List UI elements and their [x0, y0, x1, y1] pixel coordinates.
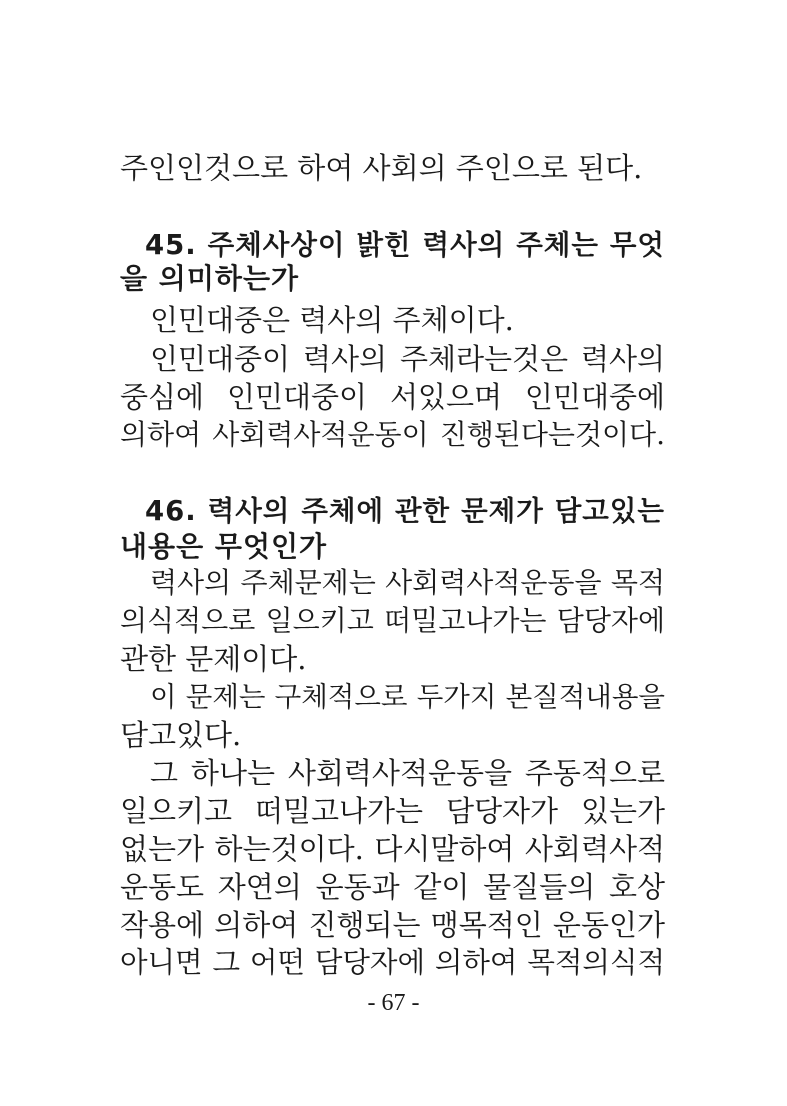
section-46-heading-line-1: 46. 력사의 주체에 관한 문제가 담고있는	[145, 495, 665, 527]
section-45-paragraph-2-line: 중심에 인민대중이 서있으며 인민대중에	[120, 380, 665, 414]
section-45-heading-line-2: 을 의미하는가	[120, 262, 300, 295]
section-45-heading-line-1: 45. 주체사상이 밝힌 력사의 주체는 무엇	[145, 229, 665, 261]
section-45-paragraph-2-line: 의하여 사회력사적운동이 진행된다는것이다.	[120, 418, 665, 451]
section-46-paragraph-1-line: 의식적으로 일으키고 떠밀고나가는 담당자에	[120, 604, 665, 637]
page-number: - 67 -	[367, 990, 420, 1016]
section-46-heading-line-2: 내용은 무엇인가	[120, 530, 328, 563]
section-46-paragraph-3-line: 일으키고 떠밀고나가는 담당자가 있는가	[120, 794, 665, 828]
section-45-paragraph-1-line: 인민대중은 력사의 주체이다.	[150, 303, 514, 337]
section-46-paragraph-3-line: 아니면 그 어떤 담당자에 의하여 목적의식적	[120, 946, 665, 979]
section-46-paragraph-2-line: 이 문제는 구체적으로 두가지 본질적내용을	[150, 681, 665, 713]
section-46-paragraph-2-line: 담고있다.	[120, 718, 242, 752]
section-46-paragraph-1-line: 력사의 주체문제는 사회력사적운동을 목적	[150, 566, 665, 599]
section-45-paragraph-2-line: 인민대중이 력사의 주체라는것은 력사의	[150, 342, 665, 376]
section-46-paragraph-1-line: 관한 문제이다.	[120, 642, 307, 676]
continued-text-line: 주인인것으로 하여 사회의 주인으로 된다.	[120, 151, 643, 185]
section-46-paragraph-3-line: 작용에 의하여 진행되는 맹목적인 운동인가	[120, 908, 665, 942]
section-46-paragraph-3-line: 운동도 자연의 운동과 같이 물질들의 호상	[120, 870, 665, 904]
section-46-paragraph-3-line: 그 하나는 사회력사적운동을 주동적으로	[150, 756, 665, 790]
section-46-paragraph-3-line: 없는가 하는것이다. 다시말하여 사회력사적	[120, 832, 665, 866]
